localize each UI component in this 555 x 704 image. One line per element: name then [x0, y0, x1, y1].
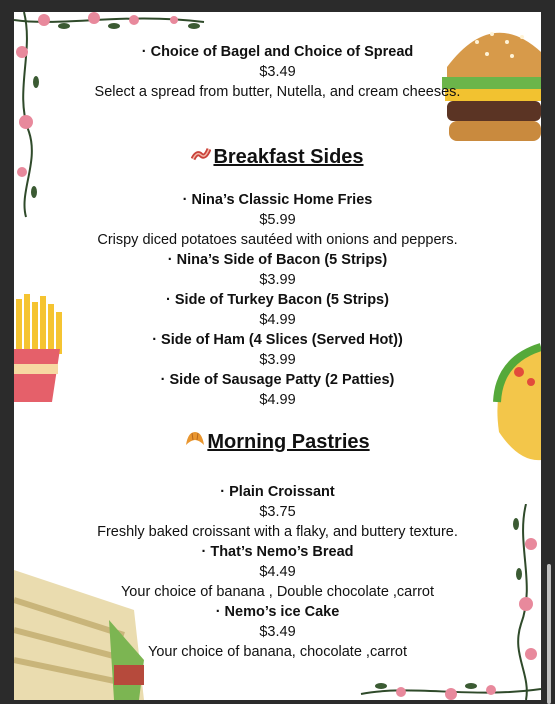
menu-item-name: · Side of Ham (4 Slices (Served Hot)) — [152, 332, 403, 348]
bacon-icon — [191, 145, 211, 169]
menu-item-name: · Nemo’s ice Cake — [215, 604, 340, 620]
menu-item-price: $3.49 — [259, 624, 296, 640]
menu-item-price: $3.49 — [259, 64, 296, 80]
menu-item-price: $3.75 — [259, 504, 296, 520]
section-title-text: Breakfast Sides — [213, 146, 364, 168]
menu-item-price: $4.99 — [259, 312, 296, 328]
section-title-morning-pastries — [14, 430, 541, 454]
menu-item-name: · Side of Turkey Bacon (5 Strips) — [166, 292, 389, 308]
menu-item-name: · Choice of Bagel and Choice of Spread — [141, 44, 414, 60]
section-title-breakfast-sides — [14, 145, 541, 169]
menu-page — [14, 12, 541, 700]
menu-item-name: · Side of Sausage Patty (2 Patties) — [160, 372, 395, 388]
scrollbar-thumb[interactable] — [547, 564, 551, 704]
menu-item-price: $4.49 — [259, 564, 296, 580]
menu-item-desc: Crispy diced potatoes sautéed with onions and peppers. — [97, 232, 458, 248]
menu-item-price: $4.99 — [259, 392, 296, 408]
menu-item-name: · Plain Croissant — [220, 484, 335, 500]
menu-item-name: · That’s Nemo’s Bread — [201, 544, 354, 560]
menu-item-desc: Select a spread from butter, Nutella, and cream cheeses. — [94, 84, 461, 100]
section-title-text: Morning Pastries — [207, 431, 370, 453]
scrollbar[interactable] — [541, 12, 555, 700]
menu-item-price: $3.99 — [259, 352, 296, 368]
menu-item-name: · Nina’s Classic Home Fries — [182, 192, 373, 208]
croissant-icon — [185, 430, 205, 454]
menu-content — [14, 12, 541, 700]
menu-item-price: $5.99 — [259, 212, 296, 228]
menu-item-desc: Your choice of banana , Double chocolate ,carrot — [120, 584, 435, 600]
menu-item-price: $3.99 — [259, 272, 296, 288]
menu-item-desc: Your choice of banana, chocolate ,carrot — [147, 644, 408, 660]
menu-item-desc: Freshly baked croissant with a flaky, and buttery texture. — [97, 524, 458, 540]
menu-item-name: · Nina’s Side of Bacon (5 Strips) — [167, 252, 388, 268]
